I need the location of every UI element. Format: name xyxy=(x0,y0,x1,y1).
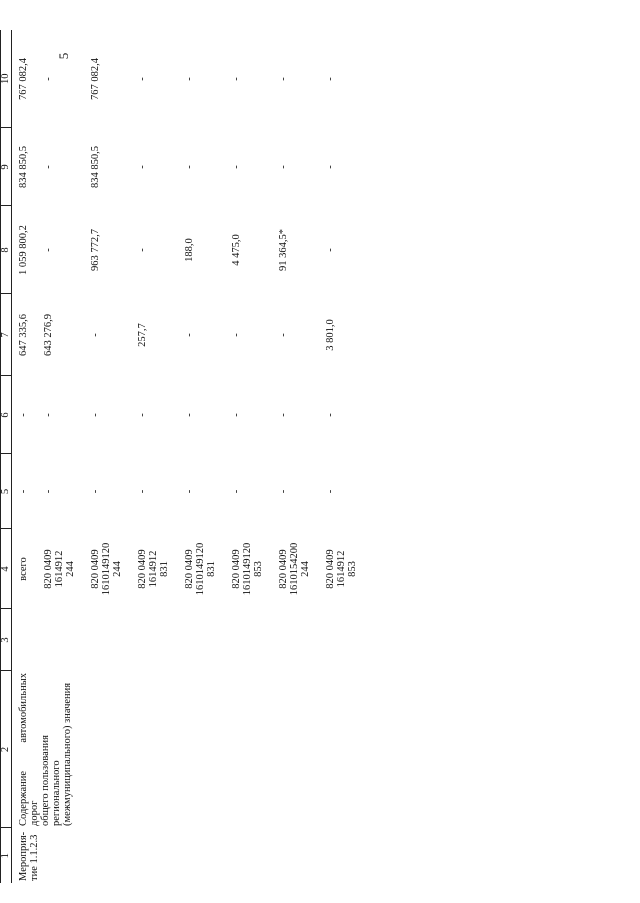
value-cell-9: - xyxy=(231,165,242,169)
value-cell-5: - xyxy=(90,489,101,494)
budget-code-cell xyxy=(84,529,131,609)
text-line: 1610149120 xyxy=(101,542,112,596)
text-line: Мероприя- xyxy=(18,831,29,881)
value-cell-10: - xyxy=(43,77,54,81)
text-line: 244 xyxy=(300,561,311,577)
value-cell-8: 1 059 800,2 xyxy=(18,225,29,275)
col-header-10: 10 xyxy=(0,30,12,128)
value-cell-7: - xyxy=(278,333,289,337)
value-cell-6: - xyxy=(278,413,289,417)
value-cell-5: - xyxy=(18,489,29,494)
value-cell-9: - xyxy=(278,165,289,169)
col-header-5: 5 xyxy=(0,454,12,529)
value-cell-6: - xyxy=(90,413,101,417)
measure-cell xyxy=(12,828,367,883)
text-line: 820 0409 xyxy=(137,549,148,589)
text-line: 831 xyxy=(206,561,217,577)
col-header-6: 6 xyxy=(0,376,12,454)
value-cell-7: - xyxy=(90,333,101,337)
budget-code-cell xyxy=(131,529,178,609)
text-line: 820 0409 xyxy=(325,549,336,589)
value-cell-7: - xyxy=(184,333,195,337)
text-line: 853 xyxy=(347,561,358,577)
value-cell-7: 647 335,6 xyxy=(18,314,29,356)
value-cell-6: - xyxy=(325,413,336,417)
value-cell-10: 767 082,4 xyxy=(90,58,101,100)
value-cell-5: - xyxy=(231,489,242,494)
text-line: Содержание автомобильных дорог xyxy=(18,673,40,826)
table-top-rule xyxy=(0,30,1,883)
value-cell-7: 3 801,0 xyxy=(325,319,336,351)
value-cell-7: - xyxy=(231,333,242,337)
description-cell xyxy=(12,671,367,828)
text-line: 820 0409 xyxy=(278,549,289,589)
value-cell-9: - xyxy=(137,165,148,169)
text-line: общего пользования xyxy=(40,735,51,826)
column-3-cell xyxy=(12,609,367,671)
text-line: 1610149120 xyxy=(242,542,253,596)
value-cell-9: 834 850,5 xyxy=(18,146,29,188)
page-number: 5 xyxy=(56,52,71,60)
value-cell-8: - xyxy=(43,248,54,252)
text-line: 820 0409 xyxy=(43,549,54,589)
value-cell-5: - xyxy=(137,489,148,494)
col-header-3: 3 xyxy=(0,609,12,671)
value-cell-6: - xyxy=(137,413,148,417)
value-cell-6: - xyxy=(184,413,195,417)
rotated-table-container xyxy=(0,30,537,883)
value-cell-9: 834 850,5 xyxy=(90,146,101,188)
text-line: 1610154200 xyxy=(289,542,300,596)
value-cell-7: 257,7 xyxy=(137,323,148,347)
text-line: 244 xyxy=(65,561,76,577)
col-header-8: 8 xyxy=(0,206,12,294)
value-cell-10: - xyxy=(278,77,289,81)
value-cell-8: 188,0 xyxy=(184,238,195,262)
value-cell-5: - xyxy=(43,489,54,494)
text-line: 244 xyxy=(112,561,123,577)
value-cell-5: - xyxy=(184,489,195,494)
budget-code-cell xyxy=(319,529,366,609)
value-cell-5: - xyxy=(325,489,336,494)
value-cell-8: - xyxy=(137,248,148,252)
budget-code-cell xyxy=(225,529,272,609)
value-cell-9: - xyxy=(184,165,195,169)
text-line: регионального xyxy=(51,760,62,826)
value-cell-8: 91 364,5* xyxy=(278,229,289,271)
value-cell-5: - xyxy=(278,489,289,494)
col-header-9: 9 xyxy=(0,128,12,206)
budget-code-cell xyxy=(178,529,225,609)
col-header-4: 4 xyxy=(0,529,12,609)
value-cell-6: - xyxy=(43,413,54,417)
value-cell-9: - xyxy=(43,165,54,169)
budget-code-cell xyxy=(12,529,38,609)
value-cell-6: - xyxy=(18,413,29,417)
value-cell-10: - xyxy=(325,77,336,81)
budget-table xyxy=(0,30,366,883)
col-header-2: 2 xyxy=(0,671,12,828)
text-line: 820 0409 xyxy=(231,549,242,589)
text-line: 1610149120 xyxy=(195,542,206,596)
col-header-1: 1 xyxy=(0,828,12,883)
table-row xyxy=(12,30,38,883)
value-cell-10: - xyxy=(184,77,195,81)
text-line: 1614912 xyxy=(336,550,347,588)
value-cell-10: - xyxy=(137,77,148,81)
budget-code-cell xyxy=(37,529,84,609)
budget-code-cell xyxy=(272,529,319,609)
value-cell-10: 767 082,4 xyxy=(18,58,29,100)
text-line: 820 0409 xyxy=(90,549,101,589)
value-cell-8: - xyxy=(325,248,336,252)
text-line: 1614912 xyxy=(148,550,159,588)
value-cell-7: 643 276,9 xyxy=(43,314,54,356)
text-line: (межмуниципального) значения xyxy=(62,682,73,826)
value-cell-8: 963 772,7 xyxy=(90,229,101,271)
column-number-row xyxy=(0,30,12,883)
value-cell-8: 4 475,0 xyxy=(231,234,242,266)
text-line: 831 xyxy=(159,561,170,577)
value-cell-6: - xyxy=(231,413,242,417)
value-cell-9: - xyxy=(325,165,336,169)
text-line: всего xyxy=(18,557,29,581)
text-line: 1614912 xyxy=(54,550,65,588)
text-line: 853 xyxy=(253,561,264,577)
text-line: 820 0409 xyxy=(184,549,195,589)
text-line: тие 1.1.2.3 xyxy=(29,834,40,881)
col-header-7: 7 xyxy=(0,294,12,376)
value-cell-10: - xyxy=(231,77,242,81)
